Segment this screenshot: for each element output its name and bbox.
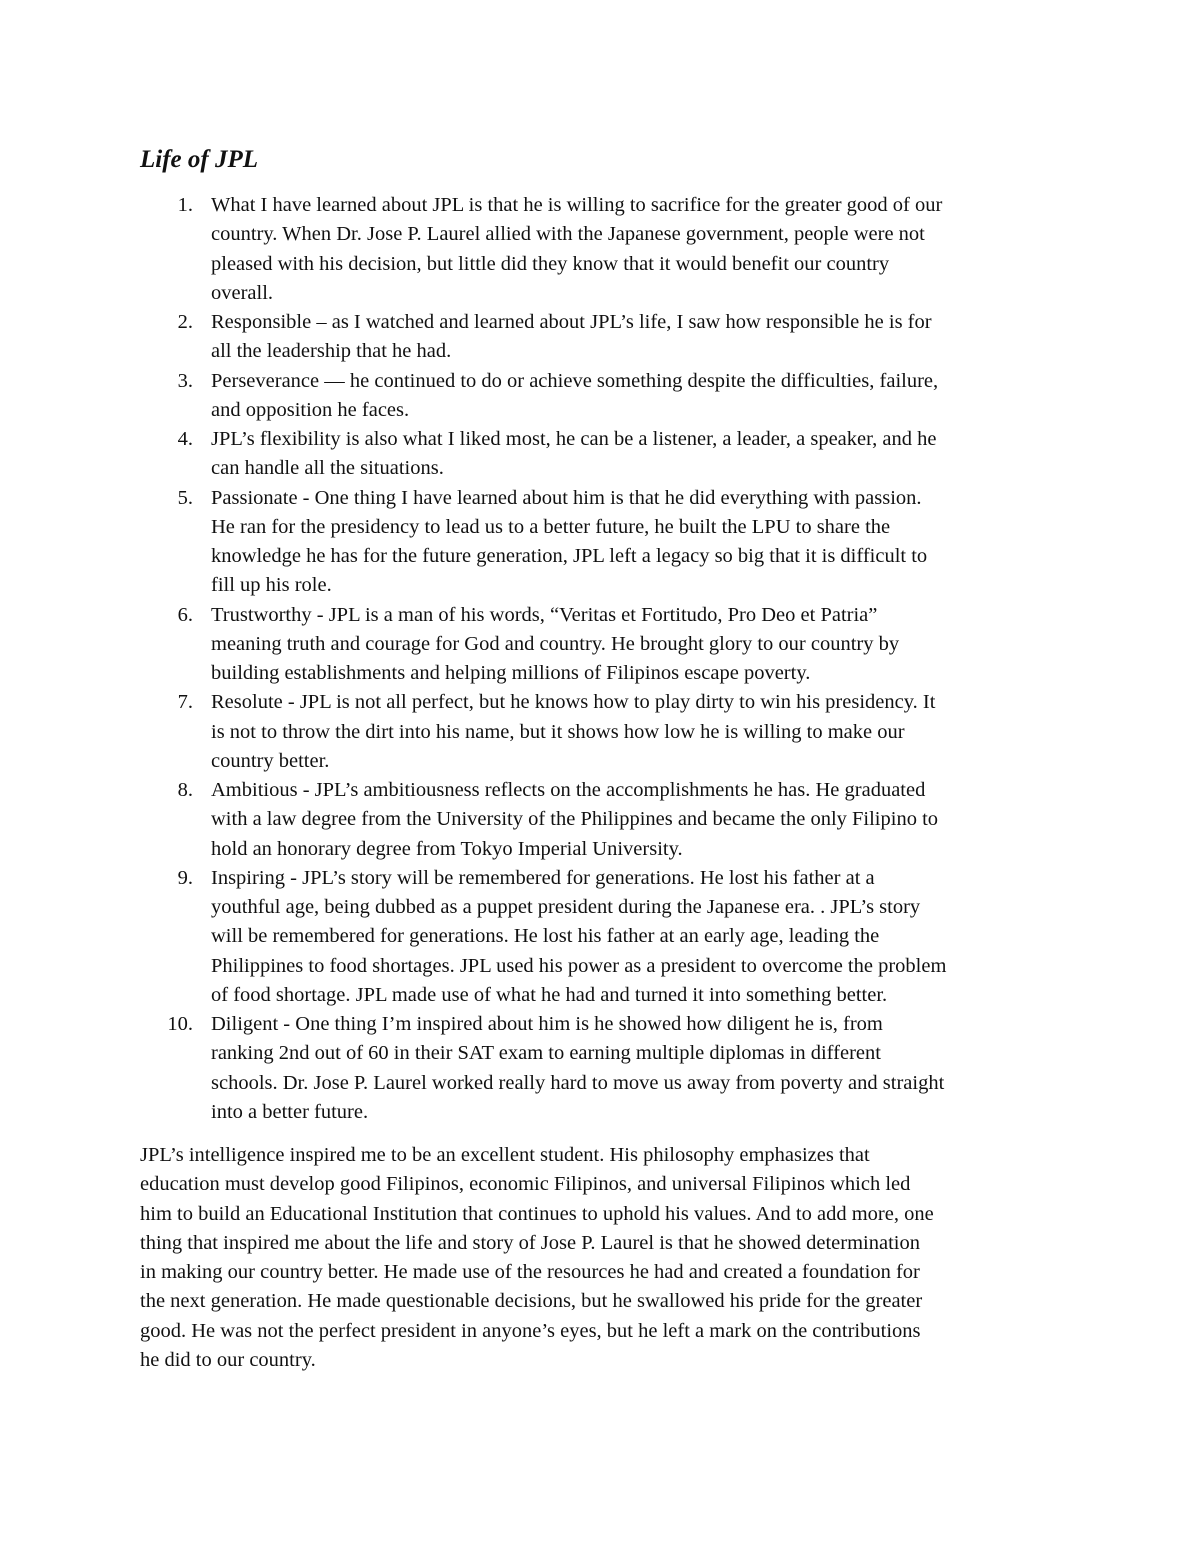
- list-item-number: 1.: [177, 194, 193, 216]
- list-item-text: Diligent - One thing I’m inspired about him is he showed how diligent he is, from ranking 2nd out of 60 in their SAT exam to earning multiple diplomas in different schools. Dr. Jose P. Laurel worked really hard to move us away from poverty and straight into a better future.: [211, 1013, 945, 1123]
- list-item-text: Perseverance — he continued to do or achieve something despite the difficulties, failure, and opposition he faces.: [211, 369, 939, 421]
- list-item: [0, 367, 1061, 426]
- list-item: [0, 776, 1061, 864]
- list-item: [0, 1010, 1061, 1127]
- list-item-text: Passionate - One thing I have learned about him is that he did everything with passion. He ran for the presidency to lead us to a better future, he built the LPU to share the knowledge he has for the future generation, JPL left a legacy so big that it is difficult to fill up his role.: [211, 486, 928, 597]
- list-item-text: Resolute - JPL is not all perfect, but he knows how to play dirty to win his presidency. It is not to throw the dirt into his name, but it shows how low he is willing to make our country better.: [211, 691, 936, 772]
- list-item-text: What I have learned about JPL is that he is willing to sacrifice for the greater good of our country. When Dr. Jose P. Laurel allied with the Japanese government, people were not pleased with his decision, but little did they know that it would benefit our country overall.: [211, 194, 943, 304]
- list-item: [0, 864, 1061, 1010]
- list-item-text: Inspiring - JPL’s story will be remembered for generations. He lost his father at a youthful age, being dubbed as a puppet president during the Japanese era. . JPL’s story will be remembered for generations. He lost his father at an early age, leading the Philippines to food shortages. JPL used his power as a president to overcome the problem of food shortage. JPL made use of what he had and turned it into something better.: [211, 866, 947, 1006]
- list-item-number: 10.: [167, 1013, 193, 1035]
- numbered-list: [0, 191, 1061, 1127]
- list-item-number: 3.: [177, 369, 193, 392]
- list-item: [0, 308, 1061, 367]
- list-item-number: 9.: [177, 866, 193, 889]
- list-item-number: 5.: [177, 486, 193, 509]
- closing-paragraph: JPL’s intelligence inspired me to be an excellent student. His philosophy emphasizes that education must develop good Filipinos, economic Filipinos, and universal Filipinos which led him to build an Educational Institution that continues to uphold his values. And to add more, one thing that inspired me about the life and story of Jose P. Laurel is that he showed determination in making our country better. He made use of the resources he had and created a foundation for the next generation. He made questionable decisions, but he swallowed his pride for the greater good. He was not the perfect president in anyone’s eyes, but he left a mark on the contributions he did to our country.: [140, 1144, 934, 1371]
- list-item-number: 8.: [177, 779, 193, 801]
- list-item-number: 2.: [177, 311, 193, 333]
- list-item: [0, 425, 1061, 484]
- list-item-text: JPL’s flexibility is also what I liked most, he can be a listener, a leader, a speaker, and he can handle all the situations.: [211, 428, 937, 480]
- list-item-text: Responsible – as I watched and learned about JPL’s life, I saw how responsible he is for all the leadership that he had.: [211, 311, 932, 363]
- list-item: [0, 688, 1061, 776]
- list-item: [0, 191, 1061, 308]
- document-title: Life of JPL: [140, 146, 259, 173]
- list-item-number: 7.: [177, 691, 193, 714]
- list-item-number: 6.: [177, 603, 193, 626]
- list-item-number: 4.: [177, 428, 193, 450]
- list-item-text: Trustworthy - JPL is a man of his words, “Veritas et Fortitudo, Pro Deo et Patria” meaning truth and courage for God and country. He brought glory to our country by building establishments and helping millions of Filipinos escape poverty.: [211, 603, 900, 684]
- list-item: [0, 484, 1061, 601]
- list-item-text: Ambitious - JPL’s ambitiousness reflects on the accomplishments he has. He graduated with a law degree from the University of the Philippines and became the only Filipino to hold an honorary degree from Tokyo Imperial University.: [211, 779, 939, 860]
- list-item: [0, 601, 1061, 689]
